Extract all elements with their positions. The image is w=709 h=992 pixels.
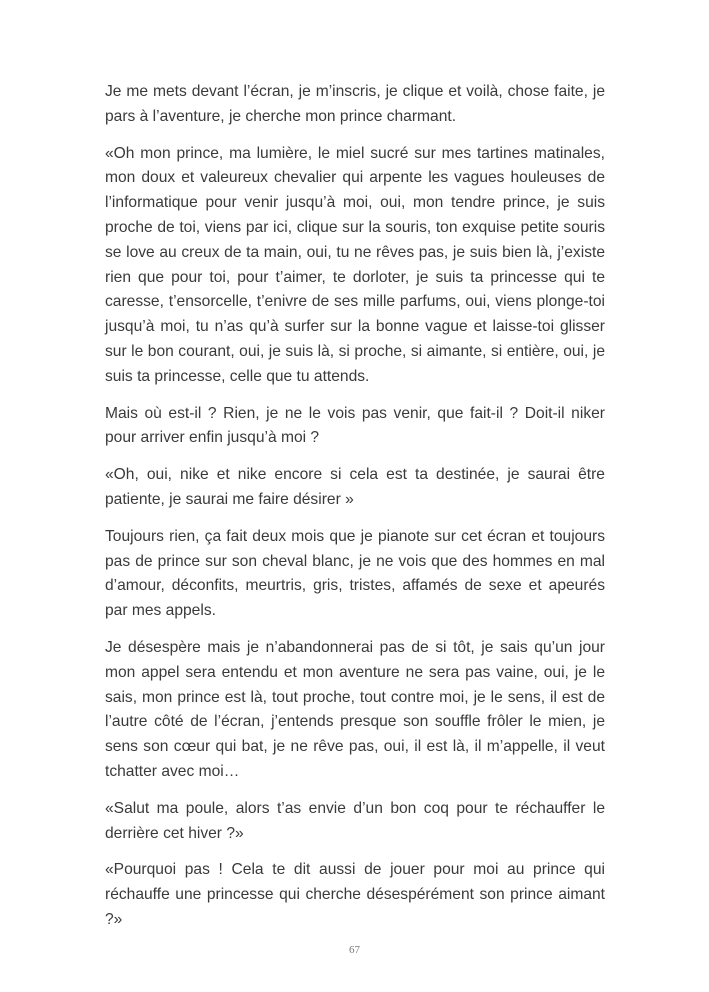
body-text [105,80,605,945]
paragraph: «Salut ma poule, alors t’as envie d’un bon coq pour te réchauffer le derrière cet hiver ?» [105,799,605,842]
paragraph: Je désespère mais je n’abandonnerai pas de si tôt, je sais qu’un jour mon appel sera entendu et mon aventure ne sera pas vaine, oui, je le sais, mon prince est là, tout proche, tout contre moi, je le sens, il est de l’autre côté de l’écran, j’entends presque son souffle frôler le mien, je sens son cœur qui bat, je ne rêve pas, oui, il est là, il m’appelle, il veut tchatter avec moi… [105,638,605,780]
page-number: 67 [349,944,360,956]
paragraph: «Pourquoi pas ! Cela te dit aussi de jouer pour moi au prince qui réchauffe une princesse qui cherche désespérément son prince aimant ?» [105,861,605,928]
paragraph: Toujours rien, ça fait deux mois que je pianote sur cet écran et toujours pas de prince sur son cheval blanc, je ne vois que des hommes en mal d’amour, déconfits, meurtris, gris, tristes, affamés de sexe et apeurés par mes appels. [105,527,605,620]
paragraph: Mais où est-il ? Rien, je ne le vois pas venir, que fait-il ? Doit-il niker pour arriver enfin jusqu’à moi ? [105,404,605,447]
paragraph: «Oh, oui, nike et nike encore si cela est ta destinée, je saurai être patiente, je saurai me faire désirer » [105,466,605,508]
paragraph: Je me mets devant l’écran, je m’inscris, je clique et voilà, chose faite, je pars à l’aventure, je cherche mon prince charmant. [105,83,605,125]
paragraph: «Oh mon prince, ma lumière, le miel sucré sur mes tartines matinales, mon doux et valeureux chevalier qui arpente les vagues houleuses de l’informatique pour venir jusqu’à moi, oui, mon tendre prince, je suis proche de toi, viens par ici, clique sur la souris, ton exquise petite souris se love au creux de ta main, oui, tu ne rêves pas, je suis bien là, j’existe rien que pour toi, pour t’aimer, te dorloter, je suis ta princesse qui te caresse, t’ensorcelle, t’enivre de ses mille parfums, oui, viens plonge-toi jusqu’à moi, tu n’as qu’à surfer sur la bonne vague et laisse-toi glisser sur le bon courant, oui, je suis là, si proche, si aimante, si entière, oui, je suis ta princesse, celle que tu attends. [105,144,605,385]
